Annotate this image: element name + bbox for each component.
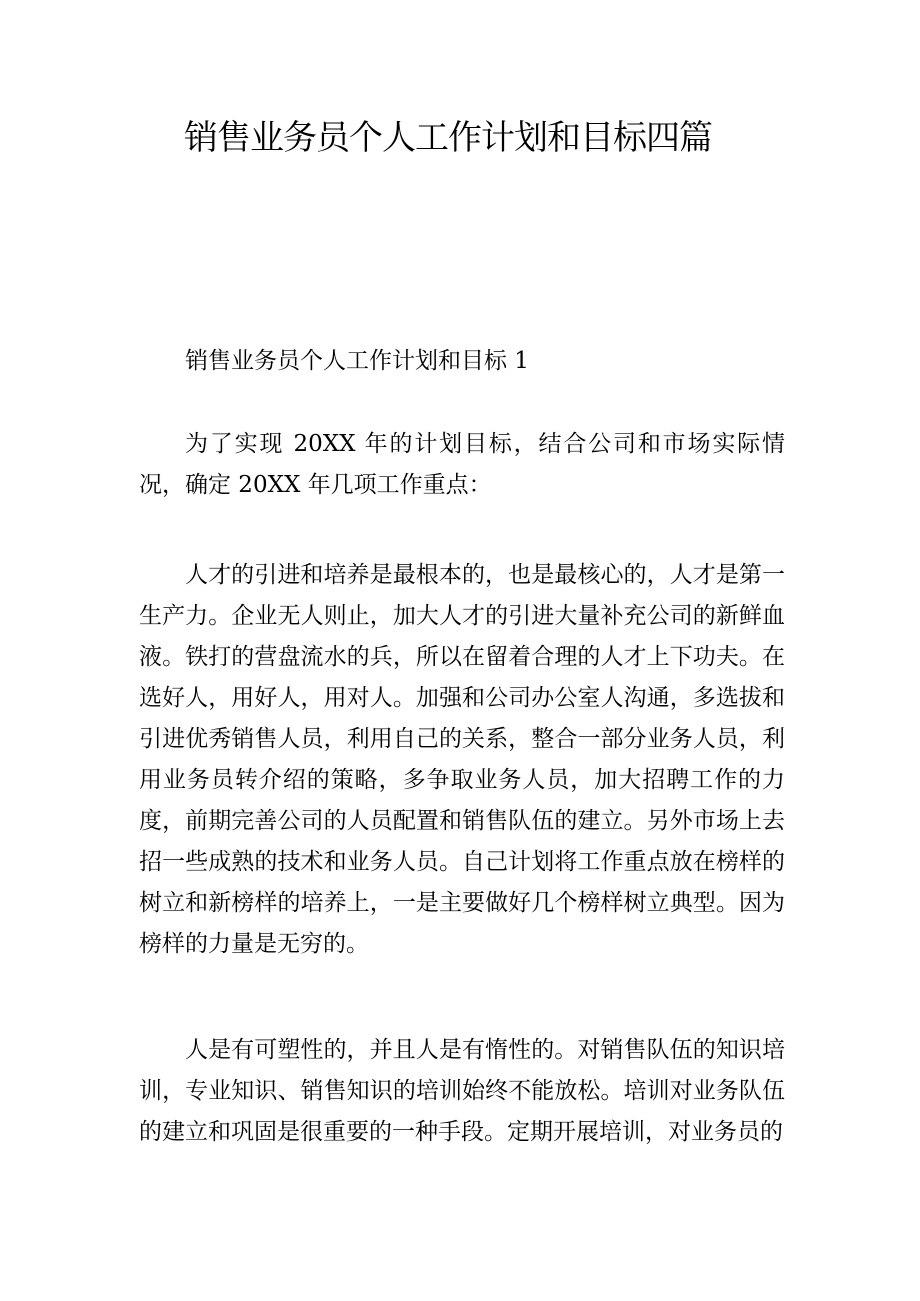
paragraph-training: 人是有可塑性的，并且人是有惰性的。对销售队伍的知识培训，专业知识、销售知识的培训始终不能放松。培训对业务队伍的建立和巩固是很重要的一种手段。定期开展培训，对业务员的 [139, 1037, 785, 1145]
paragraph-talent: 人才的引进和培养是最根本的，也是最核心的，人才是第一生产力。企业无人则止，加大人才的引进大量补充公司的新鲜血液。铁打的营盘流水的兵，所以在留着合理的人才上下功夫。在选好人，用好人，用对人。加强和公司办公室人沟通，多选拔和引进优秀销售人员，利用自己的关系，整合一部分业务人员，利用业务员转介绍的策略，多争取业务人员，加大招聘工作的力度，前期完善公司的人员配置和销售队伍的建立。另外市场上去招一些成熟的技术和业务人员。自己计划将工作重点放在榜样的树立和新榜样的培养上，一是主要做好几个榜样树立典型。因为榜样的力量是无穷的。 [139, 562, 785, 957]
section-heading: 销售业务员个人工作计划和目标 1 [185, 348, 529, 374]
paragraph-intro: 为了实现 20XX 年的计划目标，结合公司和市场实际情况，确定 20XX 年几项工作重点： [139, 431, 785, 498]
document-title: 销售业务员个人工作计划和目标四篇 [184, 118, 712, 158]
